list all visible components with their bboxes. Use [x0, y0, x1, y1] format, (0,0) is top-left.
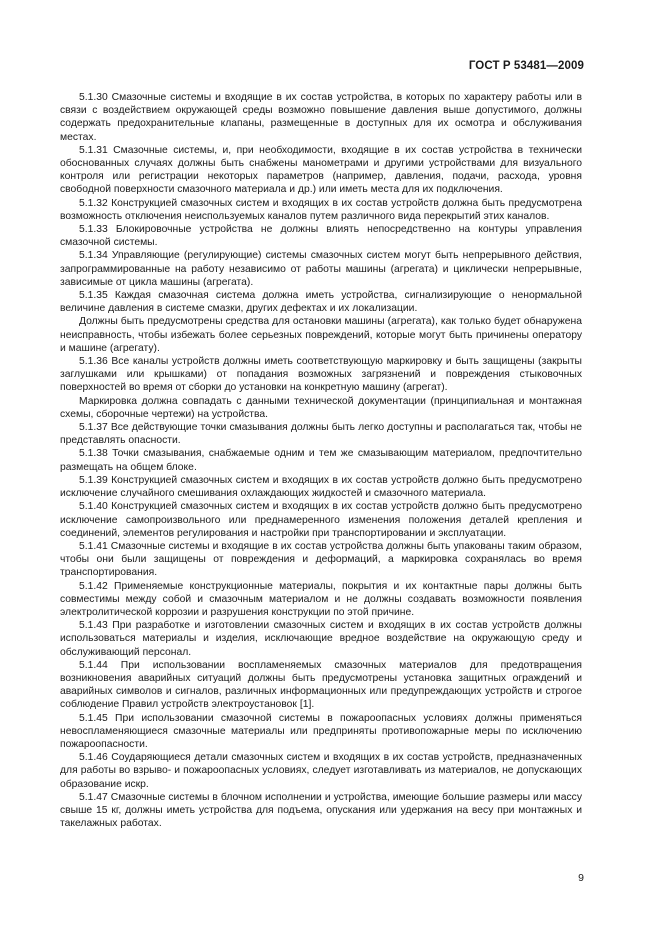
paragraph-5-1-38: 5.1.38 Точки смазывания, снабжаемые одним и тем же смазывающим материалом, предпочтительно размещать на общем блоке. [60, 448, 582, 473]
paragraph-5-1-35-cont: Должны быть предусмотрены средства для остановки машины (агрегата), как только будет обнаружена неисправность, чтобы избежать более серьезных повреждений, которые могут быть причинены оператору и машине (агрегату). [60, 316, 582, 354]
paragraph-5-1-34: 5.1.34 Управляющие (регулирующие) системы смазочных систем могут быть непрерывного действия, запрограммированные на работу независимо от работы машины (агрегата) и циклически непрерывные, зависимые от цикла машины (агрегата). [60, 250, 582, 288]
paragraph-5-1-32: 5.1.32 Конструкцией смазочных систем и входящих в их состав устройств должна быть предусмотрена возможность отключения неиспользуемых каналов путем различного вида перекрытий этих каналов. [60, 197, 582, 222]
paragraph-5-1-42: 5.1.42 Применяемые конструкционные материалы, покрытия и их контактные пары должны быть совместимы между собой и смазочным материалом и не должны создавать возможности появления электролитической коррозии и разрушения конструкции по этой причине. [60, 580, 582, 618]
paragraph-5-1-37: 5.1.37 Все действующие точки смазывания должны быть легко доступны и располагаться так, чтобы не представлять опасности. [60, 422, 582, 447]
page-number: 9 [578, 872, 584, 884]
paragraph-5-1-36: 5.1.36 Все каналы устройств должны иметь соответствующую маркировку и быть защищены (закрыты заглушками или крышками) от попадания возможных загрязнений и повреждения стыковочных поверхностей во время от сборки до установки на конкретную машину (агрегат). [60, 356, 582, 394]
paragraph-5-1-44: 5.1.44 При использовании воспламеняемых смазочных материалов для предотвращения возникновения аварийных ситуаций должны быть предусмотрены установка защитных ограждений и аварийных символов и сигналов, различных информационных или предупреждающих устройств и строгое соблюдение Правил устройств электроустановок [1]. [60, 659, 582, 711]
paragraph-5-1-31: 5.1.31 Смазочные системы, и, при необходимости, входящие в их состав устройства в технически обоснованных случаях должны быть снабжены манометрами и другими устройствами для визуального контроля или регистрации некоторых параметров (например, давления, подачи, расхода, уровня свободной поверхности смазочного материала и др.) или иметь места для их подключения. [60, 144, 582, 196]
standard-header: ГОСТ Р 53481—2009 [468, 60, 584, 72]
paragraph-5-1-30: 5.1.30 Смазочные системы и входящие в их состав устройства, в которых по характеру работы или в связи с воздействием окружающей среды возможно повышение давления выше допустимого, должны содержать предохранительные клапаны, размещенные в доступных для их осмотра и обслуживания местах. [60, 92, 582, 143]
paragraph-5-1-40: 5.1.40 Конструкцией смазочных систем и входящих в их состав устройств должно быть предусмотрено исключение самопроизвольного или преднамеренного изменения положения деталей крепления и соединений, элементов регулирования и настройки при транспортировании и эксплуатации. [60, 501, 582, 539]
paragraph-5-1-35: 5.1.35 Каждая смазочная система должна иметь устройства, сигнализирующие о ненормальной величине давления в системе смазки, других дефектах и их локализации. [60, 290, 582, 315]
paragraph-5-1-36-cont: Маркировка должна совпадать с данными технической документации (принципиальная и монтажная схемы, сборочные чертежи) на устройства. [60, 395, 582, 420]
paragraph-5-1-43: 5.1.43 При разработке и изготовлении смазочных систем и входящих в их состав устройств должны использоваться материалы и изделия, исключающие вредное воздействие на окружающую среду и обслуживающий персонал. [60, 620, 582, 658]
paragraph-5-1-33: 5.1.33 Блокировочные устройства не должны влиять непосредственно на контуры управления смазочной системы. [60, 224, 582, 249]
paragraph-5-1-41: 5.1.41 Смазочные системы и входящие в их состав устройства должны быть упакованы таким образом, чтобы они были защищены от повреждения и деформаций, а маркировка сохранялась во время транспортирования. [60, 540, 582, 579]
paragraph-5-1-39: 5.1.39 Конструкцией смазочных систем и входящих в их состав устройств должно быть предусмотрено исключение случайного смешивания охлаждающих жидкостей и смазочного материала. [60, 474, 582, 500]
paragraph-5-1-47: 5.1.47 Смазочные системы в блочном исполнении и устройства, имеющие большие размеры или массу свыше 15 кг, должны иметь устройства для подъема, опускания или удержания на весу при монтажных и такелажных работах. [60, 791, 582, 830]
document-body [60, 91, 582, 830]
paragraph-5-1-45: 5.1.45 При использовании смазочной системы в пожароопасных условиях должны применяться невоспламеняющиеся смазочные материалы или предприняты противопожарные меры по исключению пожароопасности. [60, 712, 582, 750]
paragraph-5-1-46: 5.1.46 Соударяющиеся детали смазочных систем и входящих в их состав устройств, предназначенных для работы во взрыво- и пожароопасных условиях, следует изготавливать из материалов, не допускающих образование искр. [60, 752, 582, 790]
